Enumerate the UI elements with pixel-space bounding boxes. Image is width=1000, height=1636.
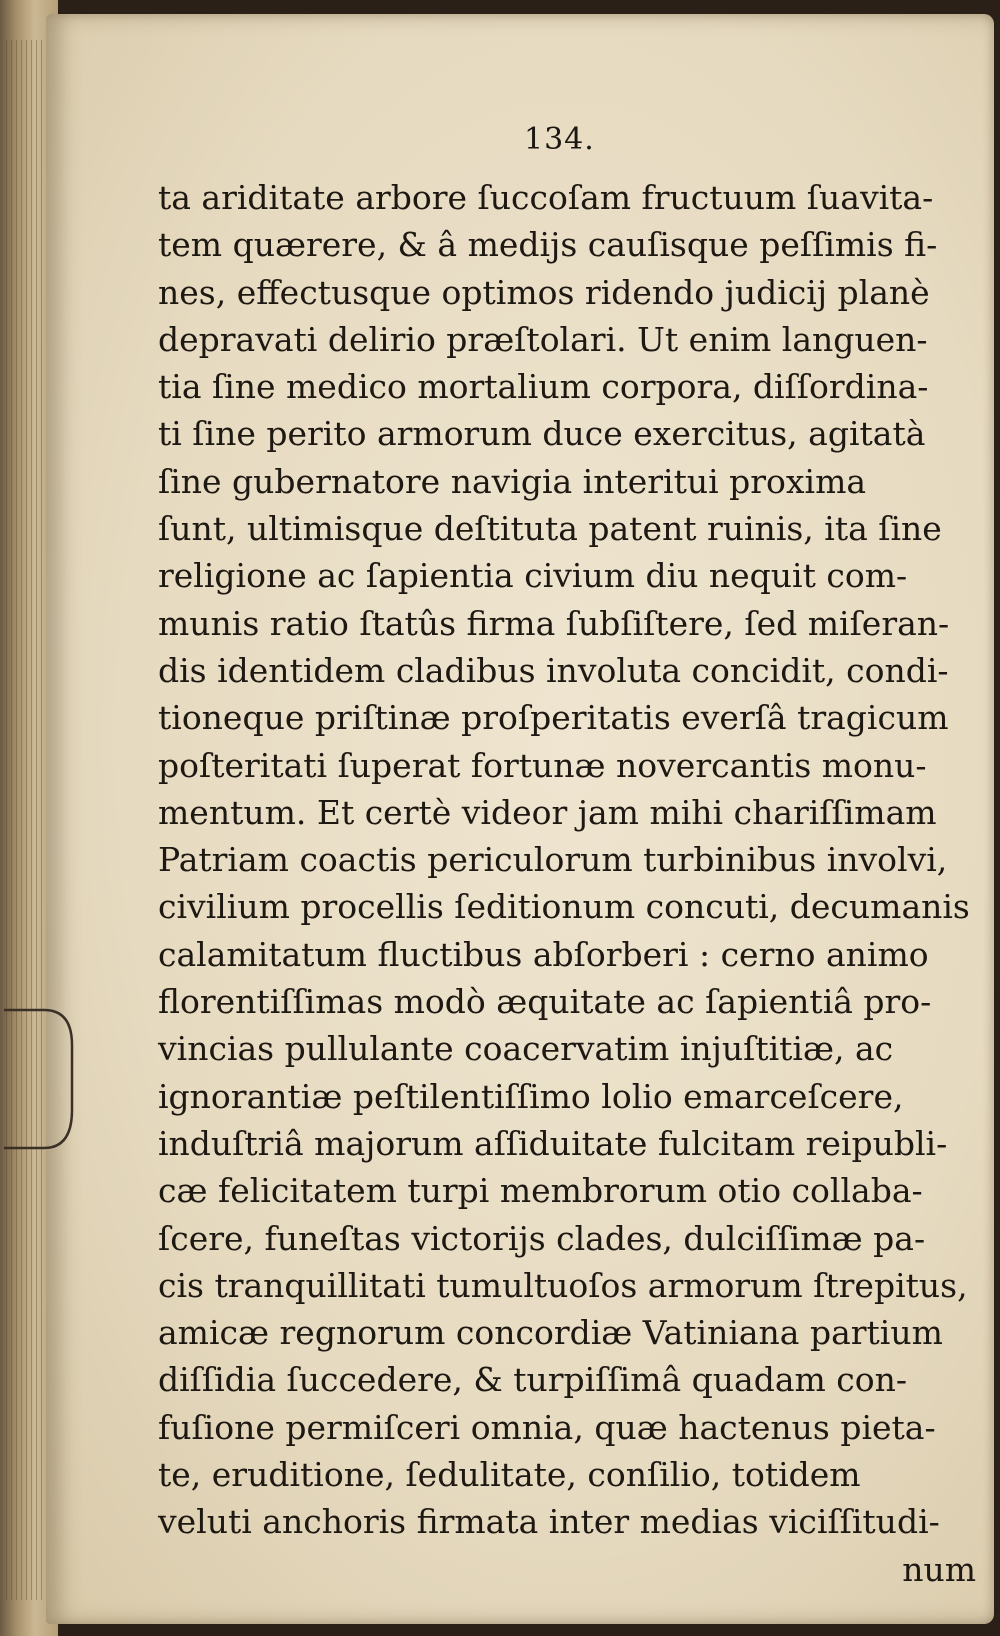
text-line: diſſidia ſuccedere, & turpiſſimâ quadam con- <box>158 1360 908 1400</box>
text-line: veluti anchoris firmata inter medias viciſſitudi- <box>158 1502 940 1542</box>
text-line: ſunt, ultimisque deſtituta patent ruinis, ita ſine <box>158 509 942 549</box>
text-line: fuſione permiſceri omnia, quæ hactenus pieta- <box>158 1407 936 1447</box>
text-line: civilium procellis ſeditionum concuti, decumanis <box>158 887 970 927</box>
text-line: cæ felicitatem turpi membrorum otio collaba- <box>158 1171 923 1211</box>
text-line: mentum. Et certè videor jam mihi chariſſimam <box>158 792 937 832</box>
text-line: calamitatum fluctibus abſorberi : cerno animo <box>158 934 929 974</box>
text-line: ſine gubernatore navigia interitui proxima <box>158 461 867 501</box>
text-line: induſtriâ majorum aſſiduitate fulcitam reipubli- <box>158 1123 948 1163</box>
page-edges <box>6 40 46 1600</box>
text-line: florentiſſimas modò æquitate ac ſapientiâ pro- <box>158 982 932 1022</box>
text-line: depravati delirio præſtolari. Ut enim languen- <box>158 319 928 359</box>
text-line: nes, effectusque optimos ridendo judicij planè <box>158 272 930 312</box>
text-line: dis identidem cladibus involuta concidit, condi- <box>158 650 949 690</box>
text-line: religione ac ſapientia civium diu nequit com- <box>158 556 908 596</box>
text-line: tioneque priſtinæ proſperitatis everſâ tragicum <box>158 698 949 738</box>
catchword: num <box>902 1549 976 1589</box>
text-line: te, eruditione, ſedulitate, conſilio, totidem <box>158 1455 861 1495</box>
text-line: munis ratio ſtatûs firma ſubſiſtere, ſed miſeran- <box>158 603 950 643</box>
body-text <box>158 174 988 1593</box>
text-line: ti ſine perito armorum duce exercitus, agitatà <box>158 414 926 454</box>
book-page <box>46 14 994 1624</box>
page-clip-outline <box>4 1000 74 1160</box>
text-line: vincias pullulante coacervatim injuſtitiæ, ac <box>158 1029 894 1069</box>
text-line: ignorantiæ peſtilentiſſimo lolio emarceſcere, <box>158 1076 904 1116</box>
text-line: ſcere, funeſtas victorijs clades, dulciſſimæ pa- <box>158 1218 926 1258</box>
text-line: tia ſine medico mortalium corpora, diſſordina- <box>158 367 929 407</box>
text-line: tem quærere, & â medijs cauſisque peſſimis fi- <box>158 225 938 265</box>
text-line: amicæ regnorum concordiæ Vatiniana partium <box>158 1313 943 1353</box>
text-line: Patriam coactis periculorum turbinibus involvi, <box>158 840 948 880</box>
text-line: ta ariditate arbore ſuccoſam fructuum ſuavita- <box>158 178 934 217</box>
text-line: poſteritati ſuperat fortunæ novercantis monu- <box>158 745 927 785</box>
page-number: 134. <box>524 122 595 157</box>
text-line: cis tranquillitati tumultuoſos armorum ſtrepitus, <box>158 1265 968 1305</box>
